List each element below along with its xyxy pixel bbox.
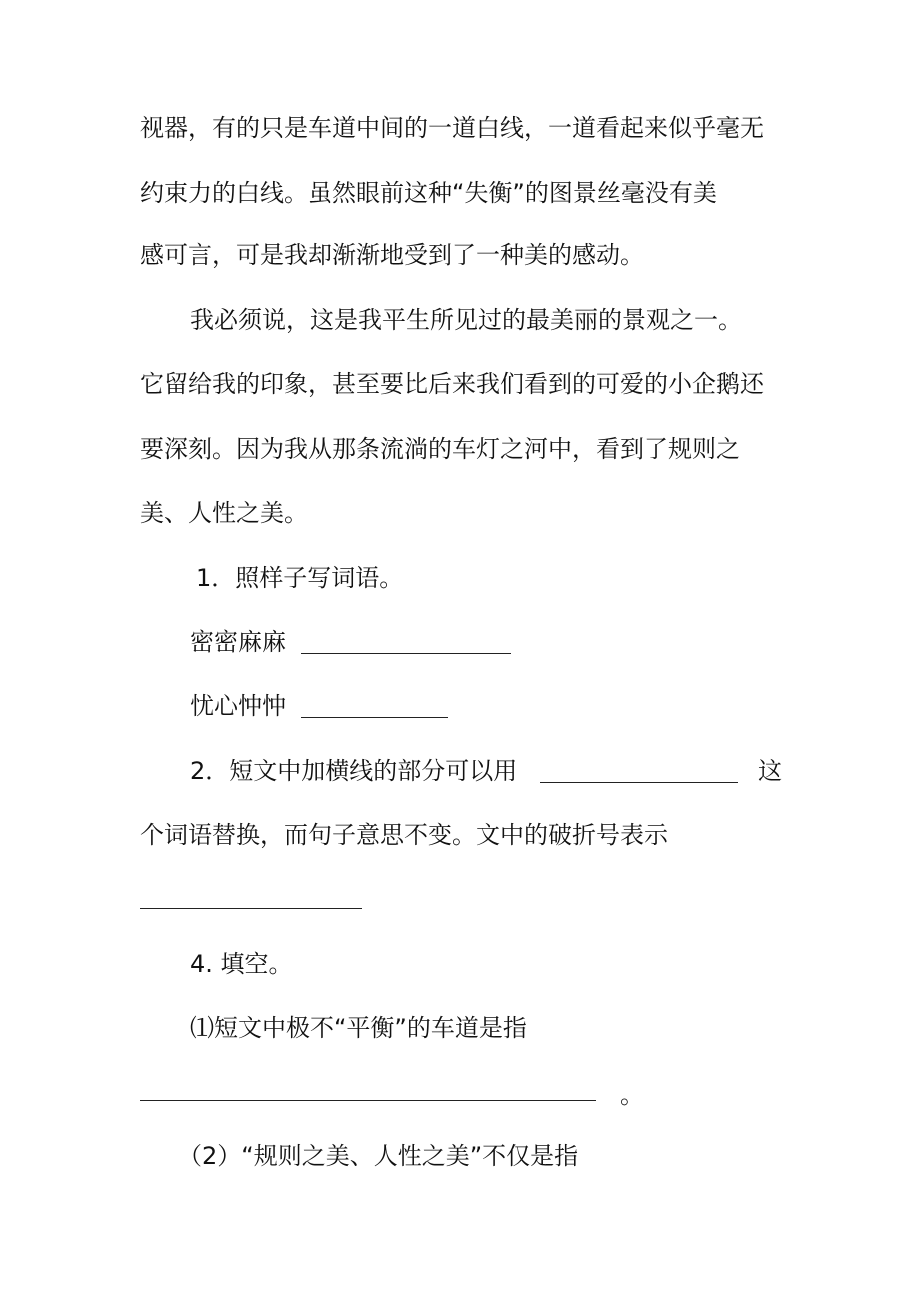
answer-blank-q4-1[interactable] — [140, 1078, 596, 1101]
question-4-sub-1-end: 。 — [620, 1081, 644, 1109]
passage-line-1: 视器，有的只是车道中间的一道白线，一道看起来似乎毫无 — [140, 114, 764, 142]
question-2-line-1: 2．短文中加横线的部分可以用 — [190, 757, 518, 785]
answer-blank-q1-2[interactable] — [301, 695, 448, 718]
passage-line-6: 要深刻。因为我从那条流淌的车灯之河中，看到了规则之 — [140, 435, 740, 463]
passage-line-2: 约束力的白线。虽然眼前这种“失衡”的图景丝毫没有美 — [140, 179, 717, 207]
answer-blank-q2-dash[interactable] — [140, 886, 362, 909]
question-2-line-2: 个词语替换，而句子意思不变。文中的破折号表示 — [140, 821, 668, 849]
question-4-sub-1: ⑴短文中极不“平衡”的车道是指 — [190, 1014, 527, 1042]
question-1-title: 1．照样子写词语。 — [196, 564, 404, 592]
passage-line-7: 美、人性之美。 — [140, 499, 308, 527]
question-4-title: 4. 填空。 — [190, 950, 293, 978]
passage-line-4: 我必须说，这是我平生所见过的最美丽的景观之一。 — [190, 306, 742, 334]
question-1-example-1: 密密麻麻 — [190, 628, 286, 656]
answer-blank-q1-1[interactable] — [301, 631, 511, 654]
question-4-sub-2: （2）“规则之美、人性之美”不仅是指 — [178, 1142, 579, 1170]
answer-blank-q2-word[interactable] — [540, 760, 738, 783]
question-2-line-1-suffix: 这 — [758, 757, 782, 785]
question-1-example-2: 忧心忡忡 — [190, 692, 286, 720]
passage-line-3: 感可言，可是我却渐渐地受到了一种美的感动。 — [140, 241, 644, 269]
passage-line-5: 它留给我的印象，甚至要比后来我们看到的可爱的小企鹅还 — [140, 370, 764, 398]
